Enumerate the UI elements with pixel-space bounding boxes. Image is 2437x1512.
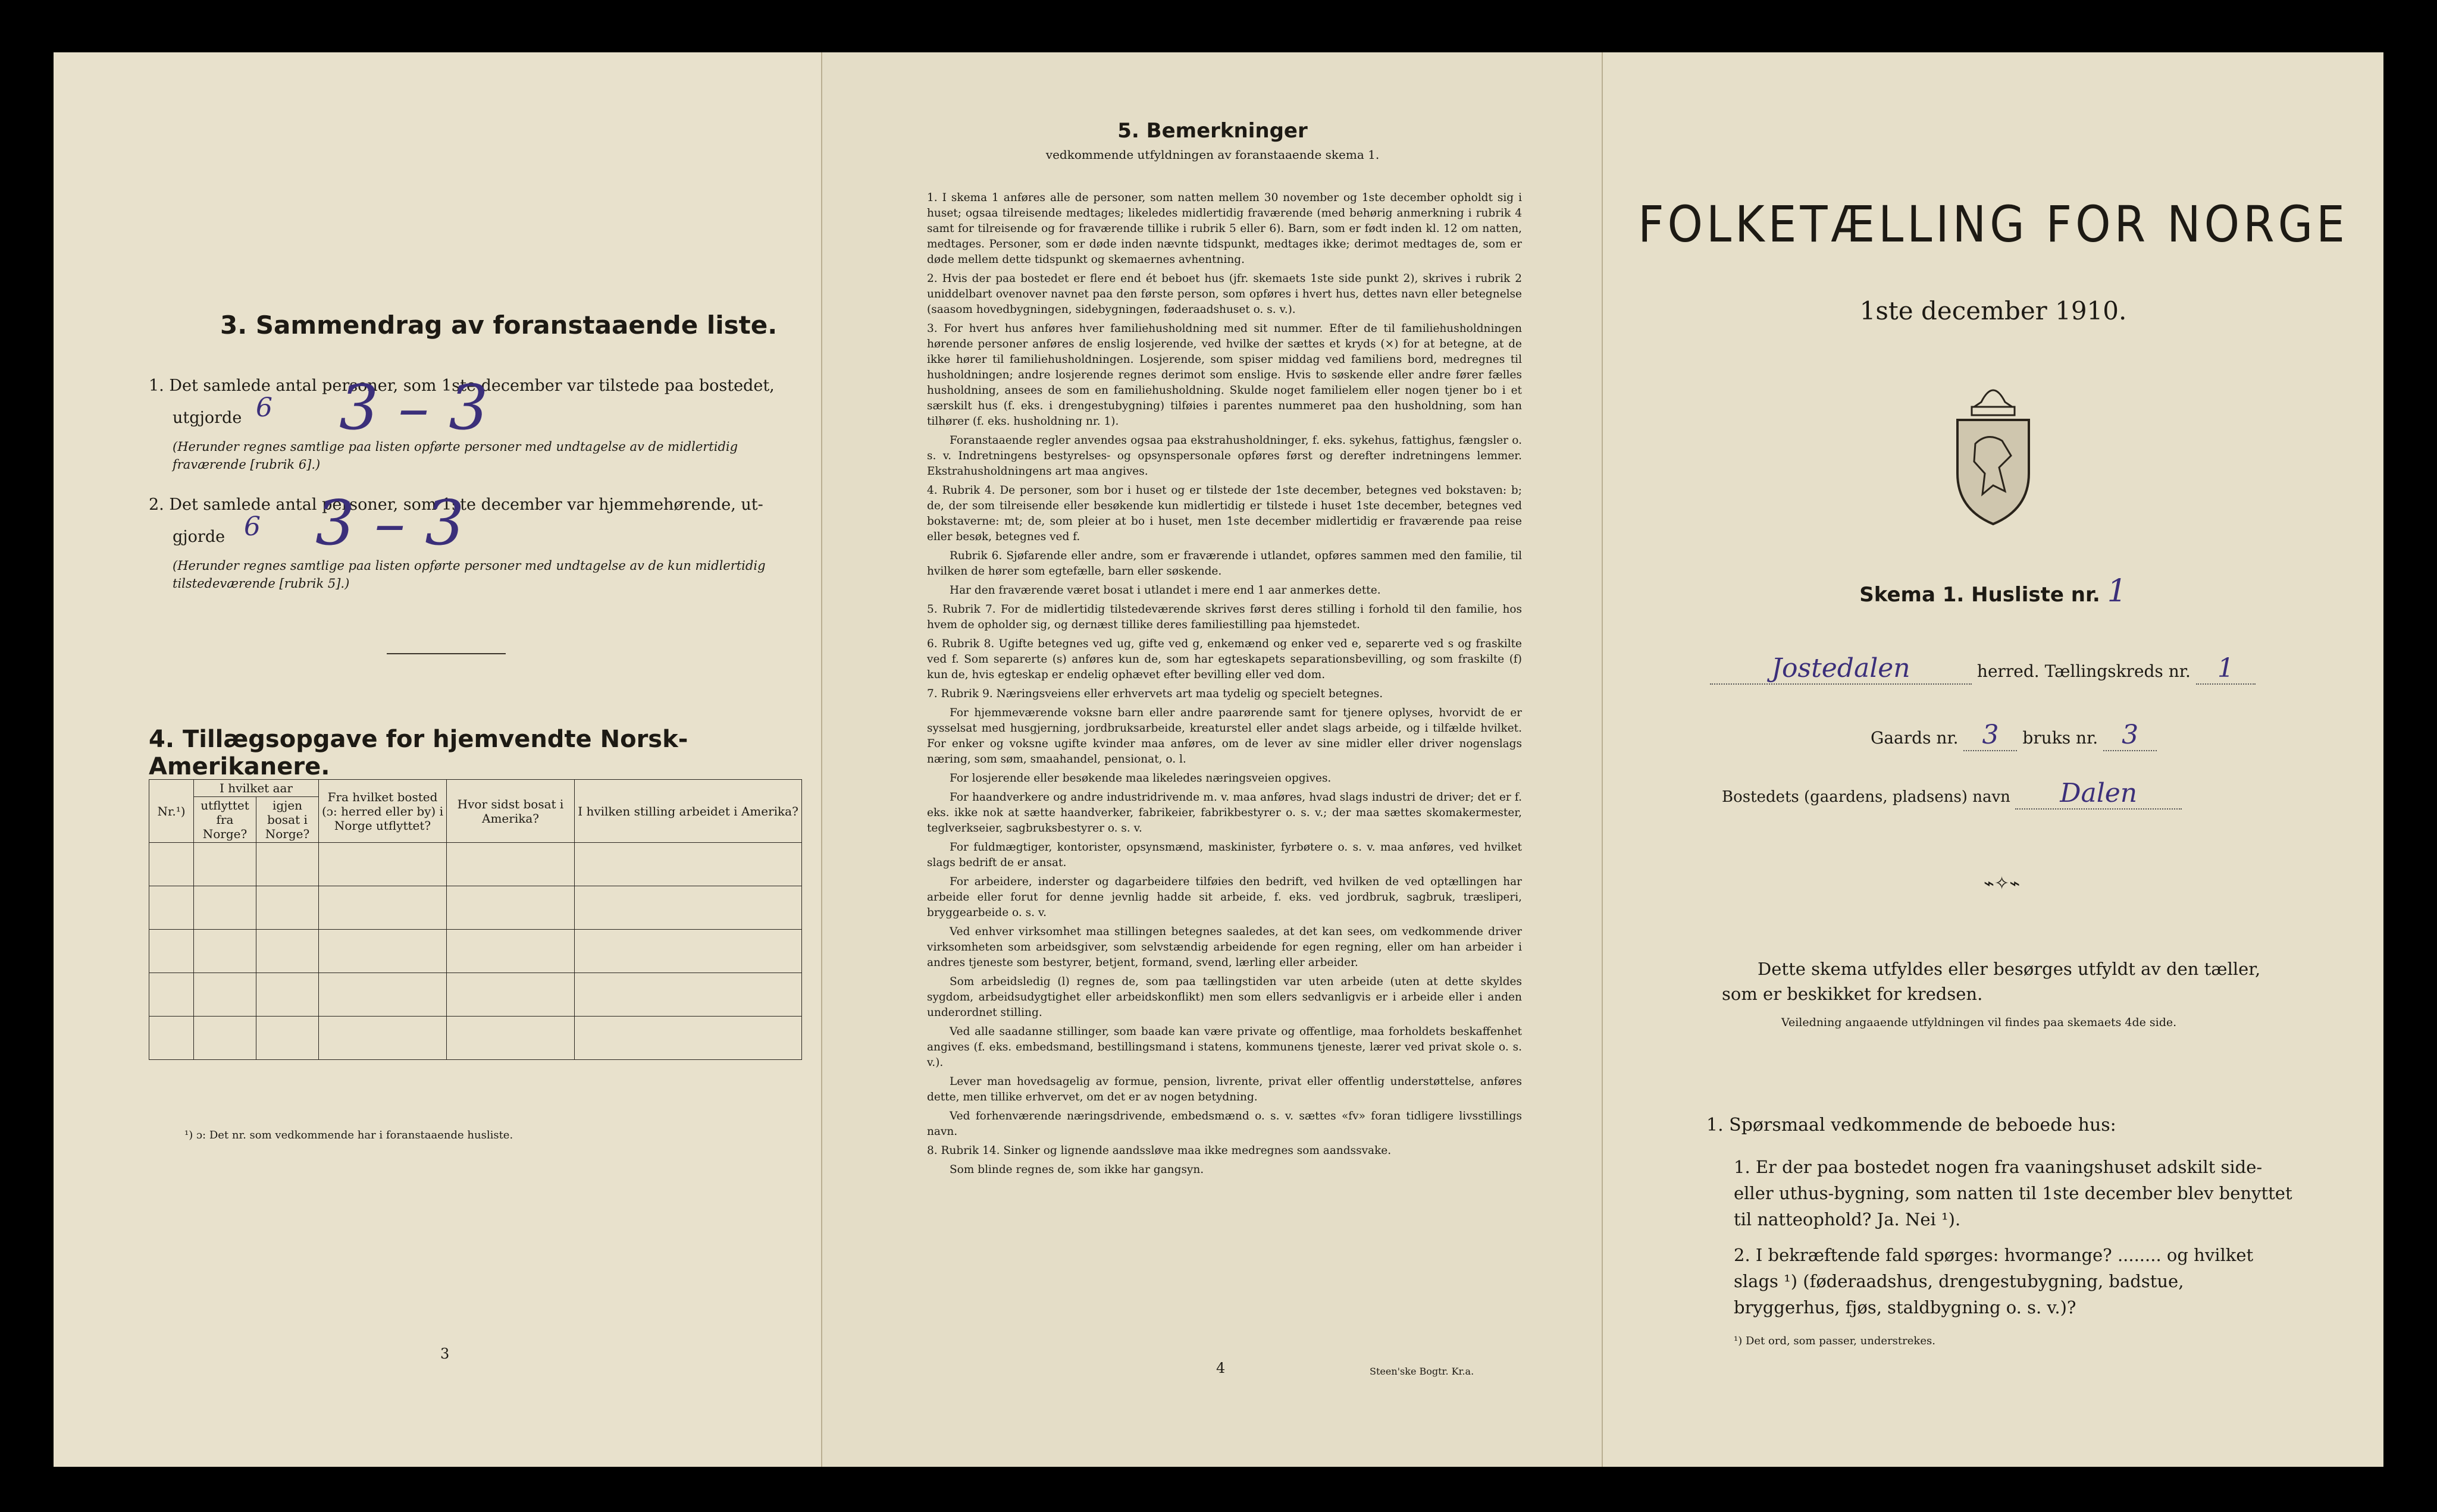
summary-item-1-handwritten: 3 – 3 — [339, 371, 488, 444]
col-year-group: I hvilket aar — [194, 780, 319, 797]
remark-paragraph: For hjemmeværende voksne barn eller andre paarørende samt for tjenere oplyses, hvorvidt de er sysselsat med husgjerning, jordbruksarbeide, kreaturstel eller andet slags arbeide, og i tilfælde hvilket. For enker og voksne ugifte kvinder maa anføres, om de lever av sine midler eller driver nogenslags næring, som søm, smaahandel, pensionat, o. l. — [927, 707, 1522, 766]
section3-title: 3. Sammendrag av foranstaaende liste. — [220, 310, 778, 340]
printer-mark: Steen'ske Bogtr. Kr.a. — [1370, 1366, 1474, 1377]
remarks-subtitle: vedkommende utfyldningen av foranstaaende skema 1. — [1045, 148, 1380, 162]
remark-paragraph: Ved forhenværende næringsdrivende, embedsmænd o. s. v. sættes «fv» foran tidligere livsstillings navn. — [927, 1110, 1522, 1138]
gaards-value: 3 — [1963, 720, 2017, 751]
bruks-value: 3 — [2103, 720, 2157, 751]
remarks-title: 5. Bemerkninger — [1117, 119, 1308, 143]
kreds-value: 1 — [2196, 653, 2256, 685]
page-left — [54, 52, 822, 1467]
col-emigrated: utflyttet fra Norge? — [194, 797, 256, 843]
form-date: 1ste december 1910. — [1859, 296, 2127, 325]
summary-item-2-handwritten: 3 – 3 — [315, 487, 465, 559]
remark-paragraph: 7. Rubrik 9. Næringsveiens eller erhvervets art maa tydelig og specielt betegnes. — [927, 688, 1383, 700]
remark-paragraph: 4. Rubrik 4. De personer, som bor i huset og er tilstede der 1ste december, betegnes ved bokstaven: b; de, der som tilreisende eller besøkende kun midlertidig er tilstede i huset 1ste december, betegnes ved bokstaverne: mt; de, som pleier at bo i huset, men 1ste december midlertidig er fraværende paa reise eller besøk, betegnes ved f. — [927, 484, 1522, 543]
skema-label: Skema 1. Husliste nr. — [1859, 583, 2100, 607]
gaards-line — [1871, 720, 2157, 751]
remark-paragraph: 5. Rubrik 7. For de midlertidig tilstedeværende skrives først deres stilling i forhold til den familie, hos hvem de opholder sig, og dernæst tillike deres familiestilling paa hjemstedet. — [927, 603, 1522, 631]
table-row — [149, 886, 802, 930]
remark-paragraph: 8. Rubrik 14. Sinker og lignende aandssløve maa ikke medregnes som aandssvake. — [927, 1144, 1392, 1157]
form-title: FOLKETÆLLING FOR NORGE — [1638, 195, 2348, 253]
table-footnote: ¹) ɔ: Det nr. som vedkommende har i foranstaaende husliste. — [184, 1129, 513, 1141]
remark-paragraph: 1. I skema 1 anføres alle de personer, som natten mellem 30 november og 1ste december opholdt sig i huset; ogsaa tilreisende medtages; likeledes midlertidig fraværende (med behørig anmerkning i rubrik 4 samt for tilreisende og for fraværende tillike i rubrik 5 eller 6). Barn, som er født inden kl. 12 om natten, medtages. Personer, som er døde inden nævnte tidspunkt, medtages ikke; derimot medtages de, som er døde mellem dette tidspunkt og skemaernes avhentning. — [927, 192, 1522, 266]
bosted-line — [1722, 778, 2182, 810]
remark-paragraph: Foranstaaende regler anvendes ogsaa paa ekstrahusholdninger, f. eks. sykehus, fattighus, fængsler o. s. v. Indretningens bestyrelses- og opsynspersonale opføres først og derefter indretningens lemmer. Ekstrahusholdningens art maa angives. — [927, 434, 1522, 478]
coat-of-arms-icon — [1946, 378, 2041, 527]
bosted-label: Bostedets (gaardens, pladsens) navn — [1722, 788, 2010, 806]
remark-paragraph: Ved enhver virksomhet maa stillingen betegnes saaledes, at det kan sees, om vedkommende driver virksomheten som arbeidsgiver, som selvstændig arbeidende for egen regning, eller om han arbeider i andres tjeneste som bestyrer, betjent, formand, svend, lærling eller arbeider. — [927, 926, 1522, 969]
gaards-label: Gaards nr. — [1871, 728, 1959, 748]
table-row — [149, 930, 802, 973]
page-middle — [822, 52, 1603, 1467]
bruks-label: bruks nr. — [2022, 728, 2098, 748]
remarks-body — [927, 190, 1522, 1181]
remark-paragraph: For losjerende eller besøkende maa likeledes næringsveien opgives. — [950, 772, 1332, 785]
herred-label: herred. Tællingskreds nr. — [1976, 661, 2191, 681]
remark-paragraph: For haandverkere og andre industridrivende m. v. maa anføres, hvad slags industri de driver; det er f. eks. ikke nok at sætte haandverker, fabrikeier, fabrikbestyrer o. s. v.; der maa sættes skomakermester, teglverkseier, sagbruksbestyrer o. s. v. — [927, 791, 1522, 835]
page-number: 3 — [440, 1345, 450, 1362]
section1-title: 1. Spørsmaal vedkommende de beboede hus: — [1706, 1115, 2116, 1135]
table-row — [149, 973, 802, 1017]
summary-item-2-value: 6 — [244, 512, 261, 542]
remark-paragraph: Som arbeidsledig (l) regnes de, som paa tællingstiden var uten arbeide (uten at dette skyldes sygdom, arbeidsudygtighet eller arbeidskonflikt) men som ellers sedvanligvis er i arbeide eller i anden underordnet stilling. — [927, 975, 1522, 1019]
col-last-residence: Hvor sidst bosat i Amerika? — [447, 780, 575, 843]
section4-title: 4. Tillægsopgave for hjemvendte Norsk-Amerikanere. — [149, 726, 688, 780]
remark-paragraph: Rubrik 6. Sjøfarende eller andre, som er fraværende i utlandet, opføres sammen med den familie, til hvilken de hører som egtefælle, barn eller søskende. — [927, 550, 1522, 578]
bosted-value: Dalen — [2015, 778, 2182, 810]
intro-note: Veiledning angaaende utfyldningen vil findes paa skemaets 4de side. — [1781, 1016, 2177, 1029]
husliste-value: 1 — [2107, 573, 2127, 609]
form-footnote: ¹) Det ord, som passer, understrekes. — [1734, 1335, 1935, 1347]
remark-paragraph: Som blinde regnes de, som ikke har gangsyn. — [950, 1163, 1204, 1176]
intro-text: Dette skema utfyldes eller besørges utfyldt av den tæller, som er beskikket for kredsen. — [1722, 959, 2261, 1004]
divider — [387, 653, 506, 654]
summary-item-1-value: 6 — [256, 393, 272, 423]
remark-paragraph: Ved alle saadanne stillinger, som baade kan være private og offentlige, maa forholdets beskaffenhet angives (f. eks. embedsmand, bestillingsmand i statens, kommunens tjeneste, lærer ved privat skole o. s. v.). — [927, 1025, 1522, 1069]
question-2: 2. I bekræftende fald spørges: hvormange? ........ og hvilket slags ¹) (føderaadshus, drengestubygning, badstue, bryggerhus, fjøs, staldbygning o. s. v.)? — [1734, 1245, 2254, 1317]
col-nr: Nr.¹) — [149, 780, 194, 843]
remark-paragraph: Har den fraværende været bosat i utlandet i mere end 1 aar anmerkes dette. — [950, 584, 1381, 597]
remark-paragraph: 2. Hvis der paa bostedet er flere end ét beboet hus (jfr. skemaets 1ste side punkt 2), skrives i rubrik 2 uniddelbart ovenover navnet paa den første person, som opføres i hvert hus, dettes navn eller betegnelse (saasom hovedbygningen, sidebygningen, føderaadshuset o. s. v.). — [927, 272, 1522, 316]
remark-paragraph: For arbeidere, inderster og dagarbeidere tilføies den bedrift, ved hvilken de ved optællingen har arbeide eller forut for denne jevnlig hadde sit arbeide, f. eks. ved jordbruk, sagbruk, træsliperi, bryggearbeide o. s. v. — [927, 876, 1522, 919]
herred-line — [1710, 653, 2311, 685]
page-right — [1603, 52, 2383, 1467]
summary-item-2: 2. Det samlede antal personer, som 1ste december var hjemmehørende, ut- — [149, 495, 763, 514]
summary-item-1-note: (Herunder regnes samtlige paa listen opførte personer med undtagelse av de midlertidig fraværende [rubrik 6].) — [173, 440, 738, 472]
summary-item-2-note: (Herunder regnes samtlige paa listen opførte personer med undtagelse av de kun midlertidig tilstedeværende [rubrik 5].) — [173, 559, 766, 591]
ornament-icon: ⌁✧⌁ — [1984, 873, 2021, 894]
summary-item-1-label: utgjorde — [173, 409, 242, 427]
remark-paragraph: 6. Rubrik 8. Ugifte betegnes ved ug, gifte ved g, enkemænd og enker ved e, separerte ved s og fraskilte ved f. Som separerte (s) anføres kun de, som har egteskapets separationsbevilling, og som fraskilte (f) kun de, hvis egteskap er endelig ophævet efter bevilling eller ved dom. — [927, 638, 1522, 681]
herred-value: Jostedalen — [1710, 653, 1972, 685]
remark-paragraph: Lever man hovedsagelig av formue, pension, livrente, privat eller offentlig understøttelse, anføres dette, men tillike erhvervet, om det er av nogen betydning. — [927, 1075, 1522, 1103]
page-number: 4 — [1216, 1360, 1226, 1376]
norsk-amerikaner-table — [149, 779, 802, 1060]
skema-line — [1603, 573, 2383, 609]
remark-paragraph: 3. For hvert hus anføres hver familiehusholdning med sit nummer. Efter de til familiehusholdningen hørende personer anføres de enslig losjerende, ved hvilke der sættes et kryds (×) for at betegne, at de ikke hører til familiehusholdningen. Losjerende, som spiser middag ved familiens bord, medregnes til husholdningen; andre losjerende regnes derimot som enslige. Hvis to søskende eller andre fører fælles husholdning, ansees de som en familiehusholdning. Skulde noget familielem eller nogen tjener bo i et særskilt hus (f. eks. i drengestubygning) tilføies i parentes nummeret paa den husholdning, som han tilhører (f. eks. husholdning nr. 1). — [927, 322, 1522, 428]
summary-item-2-label: gjorde — [173, 528, 225, 546]
summary-item-1: 1. Det samlede antal personer, som 1ste december var tilstede paa bostedet, — [149, 377, 775, 395]
col-returned: igjen bosat i Norge? — [256, 797, 319, 843]
table-row — [149, 1017, 802, 1060]
col-from-where: Fra hvilket bosted (ɔ: herred eller by) i Norge utflyttet? — [319, 780, 447, 843]
table-row — [149, 843, 802, 886]
question-1: 1. Er der paa bostedet nogen fra vaaningshuset adskilt side- eller uthus-bygning, som natten til 1ste december blev benyttet til natteophold? Ja. Nei ¹). — [1734, 1157, 2292, 1229]
col-position: I hvilken stilling arbeidet i Amerika? — [575, 780, 802, 843]
remark-paragraph: For fuldmægtiger, kontorister, opsynsmænd, maskinister, fyrbøtere o. s. v. maa anføres, ved hvilket slags bedrift de er ansat. — [927, 841, 1522, 869]
